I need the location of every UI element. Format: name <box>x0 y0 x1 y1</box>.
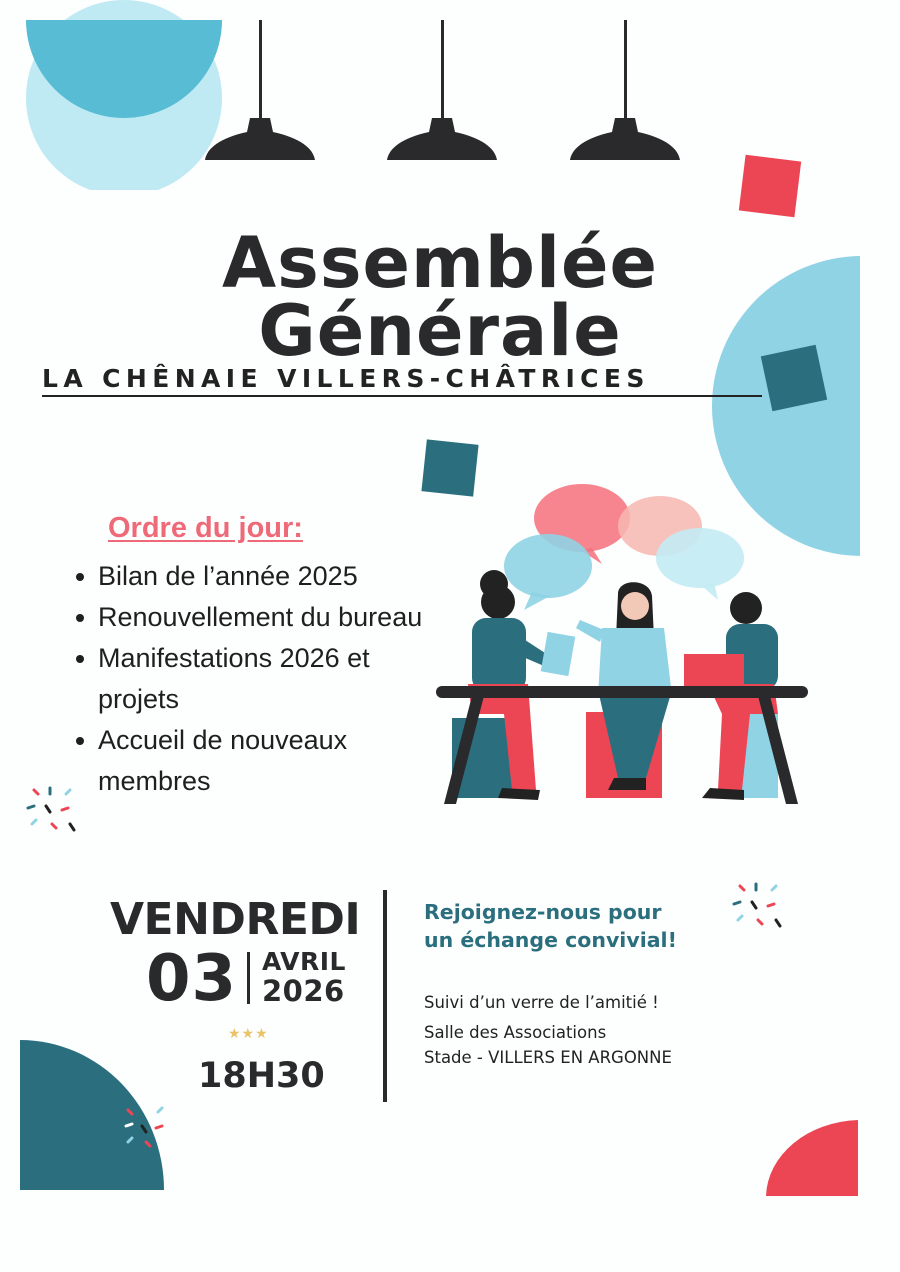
venue-location: Stade - VILLERS EN ARGONNE <box>424 1048 672 1067</box>
agenda-item: Manifestations 2026 et projets <box>72 638 432 720</box>
agenda-item: Accueil de nouveaux membres <box>72 720 432 802</box>
event-day-name: VENDREDI <box>110 894 361 945</box>
event-day-number: 03 <box>146 942 238 1016</box>
pendant-lamps-icon <box>195 14 695 164</box>
confetti-decoration <box>118 1104 174 1156</box>
agenda-title: Ordre du jour: <box>108 512 303 544</box>
event-time: 18H30 <box>198 1056 325 1096</box>
event-month: AVRIL <box>262 947 346 976</box>
drink-note: Suivi d’un verre de l’amitié ! <box>424 993 659 1012</box>
event-year: 2026 <box>262 974 345 1008</box>
invitation-headline: Rejoignez-nous pour un échange convivial! <box>424 900 677 952</box>
date-divider <box>247 952 250 1004</box>
red-square-decoration <box>739 155 801 217</box>
confetti-decoration <box>728 880 788 936</box>
meeting-illustration <box>432 478 822 808</box>
vertical-divider <box>383 890 387 1102</box>
teal-square-decoration <box>761 345 827 411</box>
agenda-item: Renouvellement du bureau <box>72 597 432 638</box>
confetti-decoration <box>22 784 82 840</box>
agenda-list <box>72 556 432 802</box>
bottom-right-quarter-circle-decoration <box>766 1120 858 1196</box>
title-line-2: Générale <box>258 290 622 372</box>
stars-decoration: ★★★ <box>228 1026 269 1042</box>
title-line-1: Assemblée <box>222 222 658 304</box>
venue-name: Salle des Associations <box>424 1023 607 1042</box>
association-name: LA CHÊNAIE VILLERS-CHÂTRICES <box>42 364 762 397</box>
agenda-item: Bilan de l’année 2025 <box>72 556 432 597</box>
